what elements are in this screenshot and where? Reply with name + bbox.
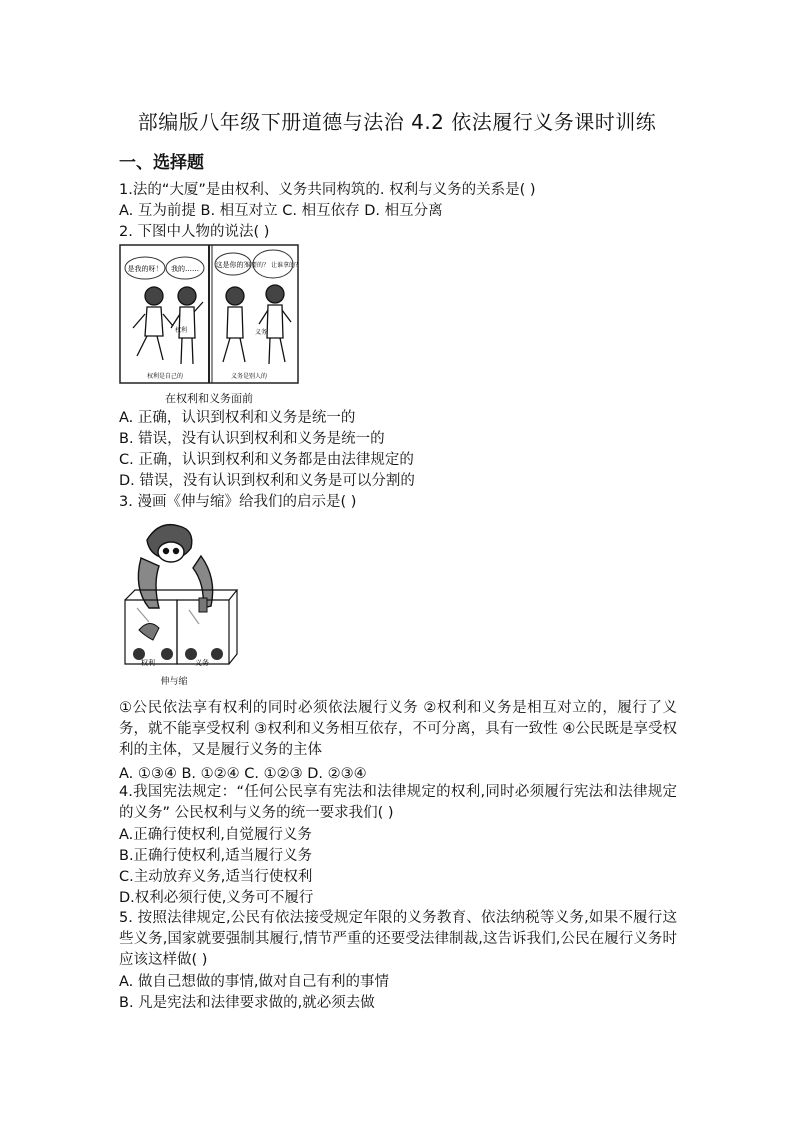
q3-statements: ①公民依法享有权利的同时必须依法履行义务 ②权利和义务是相互对立的，履行了义务，就不能享受权利 ③权利和义务相互依存，不可分离，具有一致性 ④公民既是享受权利的主体，又是履行义务的主体 <box>119 700 677 758</box>
bubble-1-text: 是我的呀！ <box>127 265 163 273</box>
q3-cartoon <box>119 518 239 698</box>
q2-option-c: C. 正确，认识到权利和义务都是由法律规定的 <box>119 452 414 468</box>
bubble-2-text: 我的…… <box>171 265 199 273</box>
q4-stem: 4.我国宪法规定：“任何公民享有宪法和法律规定的权利,同时必须履行宪法和法律规定的义务” 公民权利与义务的统一要求我们( ) <box>119 784 677 821</box>
q2-stem: 2. 下图中人物的说法( ) <box>119 224 270 240</box>
label-right: 权利 <box>175 327 188 334</box>
bubble-4-text: 谁要的？ 让谁拿的？ <box>245 262 299 269</box>
label-duty: 义务 <box>255 329 268 336</box>
q5-option-a: A. 做自己想做的事情,做对自己有利的事情 <box>119 974 389 990</box>
q1-stem: 1.法的“大厦”是由权利、义务共同构筑的. 权利与义务的关系是( ) <box>119 182 536 198</box>
q2-cartoon-drawing <box>119 244 299 384</box>
q3-cartoon-drawing <box>119 518 239 670</box>
q3-stem: 3. 漫画《伸与缩》给我们的启示是( ) <box>119 494 357 510</box>
q5-option-b: B. 凡是宪法和法律要求做的,就必须去做 <box>119 995 375 1011</box>
section-heading: 一、选择题 <box>119 153 204 173</box>
panel-1-caption: 权利是自己的 <box>147 373 184 380</box>
panel-2-caption: 义务是别人的 <box>231 373 268 380</box>
q1-options: A. 互为前提 B. 相互对立 C. 相互依存 D. 相互分离 <box>119 203 443 219</box>
q4-option-b: B.正确行使权利,适当履行义务 <box>119 848 313 864</box>
label-duties: 义务 <box>195 659 209 667</box>
q4-option-c: C.主动放弃义务,适当行使权利 <box>119 869 313 885</box>
q4-option-a: A.正确行使权利,自觉履行义务 <box>119 827 312 843</box>
q2-cartoon <box>119 244 299 404</box>
label-rights: 权利 <box>141 659 155 667</box>
q4-option-d: D.权利必须行使,义务可不履行 <box>119 890 314 906</box>
q2-figure-caption: 在权利和义务面前 <box>165 392 253 405</box>
q2-option-d: D. 错误，没有认识到权利和义务是可以分割的 <box>119 473 415 489</box>
q2-option-b: B. 错误，没有认识到权利和义务是统一的 <box>119 431 385 447</box>
q3-options: A. ①③④ B. ①②④ C. ①②③ D. ②③④ <box>119 766 367 782</box>
page-title: 部编版八年级下册道德与法治 4.2 依法履行义务课时训练 <box>137 110 657 134</box>
q5-stem: 5. 按照法律规定,公民有依法接受规定年限的义务教育、依法纳税等义务,如果不履行这些义务,国家就要强制其履行,情节严重的还要受法律制裁,这告诉我们,公民在履行义务时应该这样做( ) <box>119 910 677 968</box>
bubble-3-text: 这是你的？ <box>215 261 251 269</box>
q3-figure-caption: 伸与缩 <box>160 677 188 687</box>
q2-option-a: A. 正确，认识到权利和义务是统一的 <box>119 410 356 426</box>
